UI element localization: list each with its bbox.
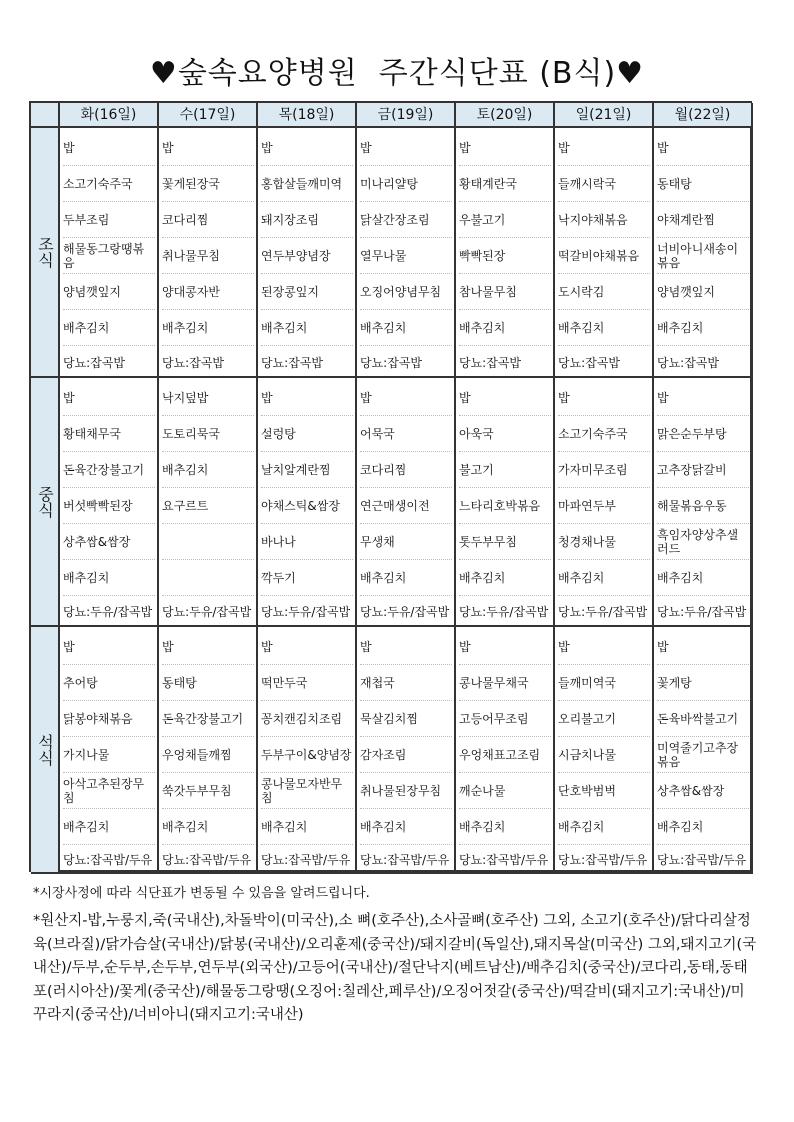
menu-item: 재첩국 xyxy=(360,665,452,701)
menu-item: 들깨미역국 xyxy=(558,665,650,701)
menu-item: 우불고기 xyxy=(459,202,551,238)
menu-item: 당뇨:두유/잡곡밥 xyxy=(360,605,450,619)
menu-item: 당뇨:잡곡밥/두유 xyxy=(459,853,549,867)
menu-cell xyxy=(159,627,258,874)
menu-cell xyxy=(357,378,456,627)
menu-item: 밥 xyxy=(657,380,749,416)
menu-item: 깍두기 xyxy=(261,560,353,596)
menu-cell xyxy=(654,378,753,627)
menu-item: 깨순나물 xyxy=(459,773,551,809)
menu-item: 당뇨:잡곡밥 xyxy=(657,355,720,370)
menu-item: 낙지야채볶음 xyxy=(558,202,650,238)
menu-cell xyxy=(456,128,555,378)
menu-item: 돈육간장불고기 xyxy=(63,452,155,488)
menu-item: 당뇨:잡곡밥/두유 xyxy=(63,853,153,867)
menu-item: 양념깻잎지 xyxy=(657,274,749,310)
menu-item: 닭봉야채볶음 xyxy=(63,701,155,737)
menu-item: 배추김치 xyxy=(162,310,254,346)
menu-item: 도토리묵국 xyxy=(162,416,254,452)
menu-item: 코다리찜 xyxy=(360,452,452,488)
menu-item: 소고기숙주국 xyxy=(558,416,650,452)
menu-item: 밥 xyxy=(63,380,155,416)
menu-item: 당뇨:잡곡밥 xyxy=(162,355,225,370)
menu-item: 된장콩잎지 xyxy=(261,274,353,310)
menu-cell xyxy=(654,627,753,874)
menu-item: 당뇨:잡곡밥/두유 xyxy=(360,853,450,867)
menu-item: 고추장닭갈비 xyxy=(657,452,749,488)
menu-item: 당뇨:잡곡밥/두유 xyxy=(657,853,747,867)
menu-item: 떡갈비야채볶음 xyxy=(558,238,650,274)
menu-item: 밥 xyxy=(360,380,452,416)
menu-item: 밥 xyxy=(63,130,155,166)
menu-item: 버섯빡빡된장 xyxy=(63,488,155,524)
day-header: 목(18일) xyxy=(258,103,357,128)
menu-cell xyxy=(258,128,357,378)
menu-item: 배추김치 xyxy=(459,560,551,596)
menu-item: 흑임자양상추샐러드 xyxy=(657,524,749,560)
day-header: 수(17일) xyxy=(159,103,258,128)
day-header: 금(19일) xyxy=(357,103,456,128)
menu-item: 바나나 xyxy=(261,524,353,560)
menu-item: 날치알계란찜 xyxy=(261,452,353,488)
menu-item: 밥 xyxy=(558,130,650,166)
menu-item: 시금치나물 xyxy=(558,737,650,773)
menu-item: 밥 xyxy=(162,130,254,166)
meal-label: 중식 xyxy=(31,378,60,627)
menu-item: 당뇨:잡곡밥/두유 xyxy=(558,853,648,867)
menu-item: 당뇨:두유/잡곡밥 xyxy=(657,605,747,619)
menu-item: 쑥갓두부무침 xyxy=(162,773,254,809)
page-title: ♥숲속요양병원 주간식단표 (B식)♥ xyxy=(149,56,645,91)
menu-item: 해물동그랑땡볶음 xyxy=(63,238,155,274)
menu-item: 돈육바싹불고기 xyxy=(657,701,749,737)
menu-item: 배추김치 xyxy=(261,809,353,845)
menu-item: 당뇨:잡곡밥/두유 xyxy=(261,853,351,867)
menu-item: 요구르트 xyxy=(162,488,254,524)
menu-item: 당뇨:두유/잡곡밥 xyxy=(261,605,351,619)
menu-cell xyxy=(258,627,357,874)
menu-item: 낙지덮밥 xyxy=(162,380,254,416)
menu-item: 배추김치 xyxy=(360,560,452,596)
menu-item: 당뇨:잡곡밥 xyxy=(63,355,126,370)
menu-item: 배추김치 xyxy=(558,310,650,346)
menu-item: 배추김치 xyxy=(360,809,452,845)
menu-item: 열무나물 xyxy=(360,238,452,274)
menu-item: 꽁치캔김치조림 xyxy=(261,701,353,737)
menu-item: 배추김치 xyxy=(162,452,254,488)
menu-item: 배추김치 xyxy=(63,310,155,346)
menu-item: 아삭고추된장무침 xyxy=(63,773,155,809)
menu-item: 홍합살들깨미역 xyxy=(261,166,353,202)
menu-item: 당뇨:잡곡밥 xyxy=(558,355,621,370)
menu-item: 돼지장조림 xyxy=(261,202,353,238)
menu-item: 해물볶음우동 xyxy=(657,488,749,524)
menu-item: 불고기 xyxy=(459,452,551,488)
day-header: 토(20일) xyxy=(456,103,555,128)
menu-item: 야채스틱&쌈장 xyxy=(261,488,353,524)
menu-item: 황태계란국 xyxy=(459,166,551,202)
menu-item: 배추김치 xyxy=(360,310,452,346)
menu-cell xyxy=(555,128,654,378)
menu-item: 당뇨:잡곡밥 xyxy=(459,355,522,370)
menu-cell xyxy=(159,128,258,378)
menu-item: 닭살간장조림 xyxy=(360,202,452,238)
menu-item: 배추김치 xyxy=(63,560,155,596)
menu-item: 소고기숙주국 xyxy=(63,166,155,202)
menu-item: 미역줄기고추장볶음 xyxy=(657,737,749,773)
menu-item: 야채계란찜 xyxy=(657,202,749,238)
menu-item: 배추김치 xyxy=(459,809,551,845)
origin-text: *원산지-밥,누룽지,죽(국내산),차돌박이(미국산),소 뼈(호주산),소사골뼈(호주산) 그외, 소고기(호주산)/닭다리살정육(브라질)/닭가슴살(국내산)/닭봉(국내산)/오리훈제(중국산)/돼지갈비(독일산),돼지목살(미국산) 그외,돼지고기(국내산)/두부,순두부,손두부,연두부(외국산)/고등어(국내산)/절단낙지(베트남산)/배추김치(중국산)/코다리,동태,동태포(러시아산)/꽃게(중국산)/해물동그랑땡(오징어:칠레산,페루산)/오징어젓갈(중국산)/떡갈비(돼지고기:국내산)/미꾸라지(중국산)/너비아니(돼지고기:국내산) xyxy=(33,913,757,1023)
meal-label: 석식 xyxy=(31,627,60,874)
menu-item: 콩나물모자반무침 xyxy=(261,773,353,809)
menu-cell xyxy=(357,128,456,378)
menu-item: 꽃게탕 xyxy=(657,665,749,701)
menu-item: 두부구이&양념장 xyxy=(261,737,353,773)
menu-cell xyxy=(555,378,654,627)
weekly-menu-table xyxy=(29,101,752,872)
menu-item: 도시락김 xyxy=(558,274,650,310)
menu-item: 아욱국 xyxy=(459,416,551,452)
menu-item: 가자미무조림 xyxy=(558,452,650,488)
menu-item: 배추김치 xyxy=(657,809,749,845)
menu-item: 두부조림 xyxy=(63,202,155,238)
menu-item: 코다리찜 xyxy=(162,202,254,238)
menu-item: 우엉채표고조림 xyxy=(459,737,551,773)
menu-item: 들깨시락국 xyxy=(558,166,650,202)
menu-item: 취나물된장무침 xyxy=(360,773,452,809)
menu-item: 연두부양념장 xyxy=(261,238,353,274)
menu-item: 밥 xyxy=(261,130,353,166)
menu-item: 밥 xyxy=(657,629,749,665)
menu-item: 참나물무침 xyxy=(459,274,551,310)
menu-item: 배추김치 xyxy=(261,310,353,346)
day-header: 일(21일) xyxy=(555,103,654,128)
menu-item: 마파연두부 xyxy=(558,488,650,524)
meal-label: 조식 xyxy=(31,128,60,378)
menu-item: 밥 xyxy=(558,629,650,665)
menu-item: 고등어무조림 xyxy=(459,701,551,737)
day-header: 화(16일) xyxy=(60,103,159,128)
menu-cell xyxy=(258,378,357,627)
menu-cell xyxy=(60,378,159,627)
menu-item: 묵살김치찜 xyxy=(360,701,452,737)
menu-item: 상추쌈&쌈장 xyxy=(657,773,749,809)
menu-item: 무생채 xyxy=(360,524,452,560)
menu-item: 밥 xyxy=(162,629,254,665)
menu-item: 밥 xyxy=(360,130,452,166)
menu-cell xyxy=(60,627,159,874)
menu-item: 콩나물무채국 xyxy=(459,665,551,701)
menu-item: 가지나물 xyxy=(63,737,155,773)
menu-item: 느타리호박볶음 xyxy=(459,488,551,524)
menu-item xyxy=(162,524,254,560)
menu-item: 밥 xyxy=(558,380,650,416)
menu-item: 당뇨:두유/잡곡밥 xyxy=(459,605,549,619)
menu-item: 설렁탕 xyxy=(261,416,353,452)
menu-item: 배추김치 xyxy=(63,809,155,845)
menu-item: 맑은순두부탕 xyxy=(657,416,749,452)
menu-cell xyxy=(555,627,654,874)
menu-item: 빡빡된장 xyxy=(459,238,551,274)
menu-item: 톳두부무침 xyxy=(459,524,551,560)
menu-cell xyxy=(456,378,555,627)
menu-item: 취나물무침 xyxy=(162,238,254,274)
menu-item: 어묵국 xyxy=(360,416,452,452)
menu-cell xyxy=(60,128,159,378)
menu-item: 밥 xyxy=(261,629,353,665)
menu-item: 배추김치 xyxy=(657,560,749,596)
menu-cell xyxy=(159,378,258,627)
menu-item: 양대콩자반 xyxy=(162,274,254,310)
notice-text: *시장사정에 따라 식단표가 변동될 수 있음을 알려드립니다. xyxy=(33,886,370,901)
menu-cell xyxy=(456,627,555,874)
menu-item: 꽃게된장국 xyxy=(162,166,254,202)
menu-item: 청경채나물 xyxy=(558,524,650,560)
day-header: 월(22일) xyxy=(654,103,753,128)
menu-item: 우엉채들깨찜 xyxy=(162,737,254,773)
menu-item: 양념깻잎지 xyxy=(63,274,155,310)
menu-item: 돈육간장불고기 xyxy=(162,701,254,737)
menu-item: 밥 xyxy=(261,380,353,416)
menu-item: 연근매생이전 xyxy=(360,488,452,524)
menu-item: 배추김치 xyxy=(558,560,650,596)
menu-item: 밥 xyxy=(459,130,551,166)
menu-item: 당뇨:두유/잡곡밥 xyxy=(63,605,153,619)
menu-item: 밥 xyxy=(459,629,551,665)
menu-item: 황태채무국 xyxy=(63,416,155,452)
menu-item: 밥 xyxy=(459,380,551,416)
menu-item xyxy=(162,560,254,596)
menu-item: 감자조림 xyxy=(360,737,452,773)
menu-item: 밥 xyxy=(63,629,155,665)
menu-item: 떡만두국 xyxy=(261,665,353,701)
menu-item: 상추쌈&쌈장 xyxy=(63,524,155,560)
menu-item: 오징어양념무침 xyxy=(360,274,452,310)
menu-item: 동태탕 xyxy=(162,665,254,701)
menu-item: 단호박범벅 xyxy=(558,773,650,809)
menu-item: 추어탕 xyxy=(63,665,155,701)
menu-item: 배추김치 xyxy=(459,310,551,346)
menu-item: 배추김치 xyxy=(558,809,650,845)
menu-item: 오리불고기 xyxy=(558,701,650,737)
menu-item: 당뇨:두유/잡곡밥 xyxy=(162,605,252,619)
menu-item: 당뇨:잡곡밥 xyxy=(360,355,423,370)
menu-item: 당뇨:두유/잡곡밥 xyxy=(558,605,648,619)
menu-item: 당뇨:잡곡밥/두유 xyxy=(162,853,252,867)
menu-item: 배추김치 xyxy=(162,809,254,845)
menu-item: 밥 xyxy=(360,629,452,665)
menu-cell xyxy=(357,627,456,874)
menu-cell xyxy=(654,128,753,378)
menu-item: 너비아니새송이볶음 xyxy=(657,238,749,274)
header-corner xyxy=(31,103,60,128)
menu-item: 밥 xyxy=(657,130,749,166)
menu-item: 배추김치 xyxy=(657,310,749,346)
menu-item: 당뇨:잡곡밥 xyxy=(261,355,324,370)
menu-item: 동태탕 xyxy=(657,166,749,202)
menu-item: 미나리얄탕 xyxy=(360,166,452,202)
